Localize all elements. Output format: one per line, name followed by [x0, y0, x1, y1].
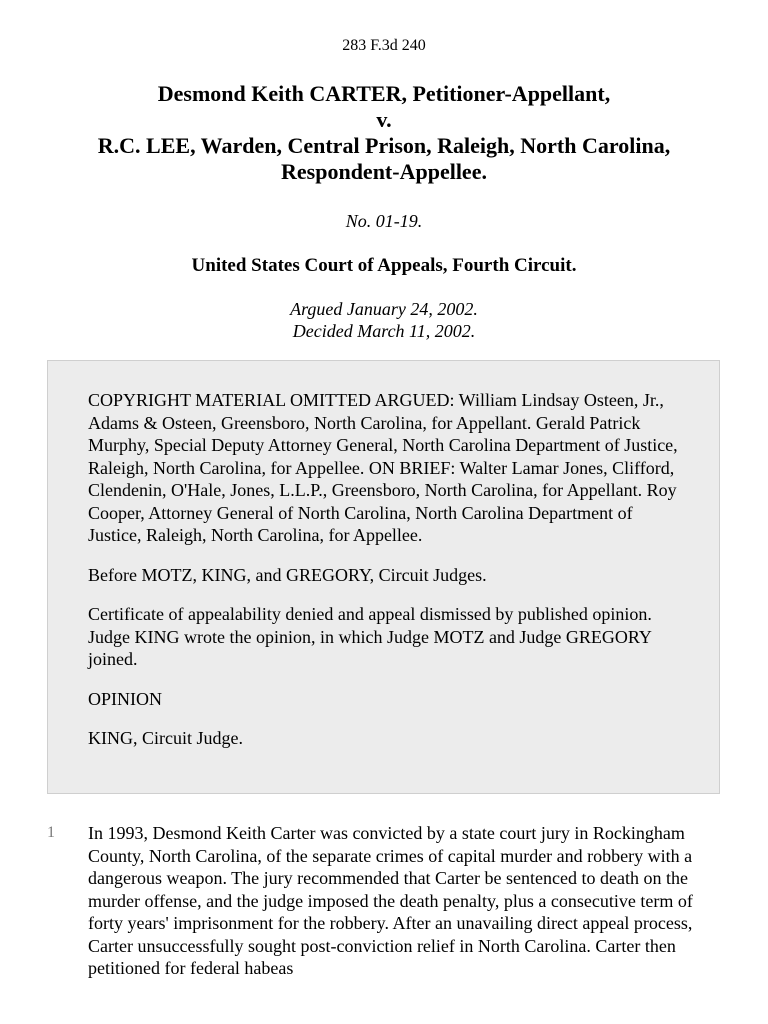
argued-date: Argued January 24, 2002.: [290, 299, 478, 319]
docket-number: No. 01-19.: [345, 211, 423, 231]
case-citation: 283 F.3d 240: [342, 37, 426, 54]
disposition-paragraph: Certificate of appealability denied and appeal dismissed by published opinion. Judge KING wrote the opinion, in which Judge MOTZ and Judge GREGORY joined.: [88, 604, 652, 669]
case-caption: [0, 81, 768, 185]
opinion-label: OPINION: [88, 688, 162, 709]
caption-appellee-role: Respondent-Appellee.: [281, 159, 487, 184]
caption-appellant: Desmond Keith CARTER, Petitioner-Appellant,: [157, 81, 611, 106]
headnote-box: [47, 360, 720, 794]
case-dates: [0, 298, 768, 342]
counsel-paragraph: COPYRIGHT MATERIAL OMITTED ARGUED: William Lindsay Osteen, Jr., Adams & Osteen, Greensboro, North Carolina, for Appellant. Gerald Patrick Murphy, Special Deputy Attorney General, North Carolina Department of Justice, Raleigh, North Carolina, for Appellee. ON BRIEF: Walter Lamar Jones, Clifford, Clendenin, O'Hale, Jones, L.L.P., Greensboro, North Carolina, for Appellant. Roy Cooper, Attorney General of North Carolina, North Carolina Department of Justice, Raleigh, North Carolina, for Appellee.: [88, 390, 678, 545]
caption-appellee: R.C. LEE, Warden, Central Prison, Raleigh, North Carolina,: [97, 133, 671, 158]
panel-paragraph: Before MOTZ, KING, and GREGORY, Circuit Judges.: [88, 564, 487, 585]
paragraph-text: In 1993, Desmond Keith Carter was convicted by a state court jury in Rockingham County, North Carolina, of the separate crimes of capital murder and robbery with a dangerous weapon. The jury recommended that Carter be sentenced to death on the murder offense, and the judge imposed the death penalty, plus a consecutive term of forty years' imprisonment for the robbery. After an unavailing direct appeal process, Carter unsuccessfully sought post-conviction relief in North Carolina. Carter then petitioned for federal habeas: [88, 823, 693, 978]
opinion-author: KING, Circuit Judge.: [88, 728, 243, 748]
court-name: United States Court of Appeals, Fourth Circuit.: [191, 255, 577, 276]
caption-versus: v.: [376, 107, 392, 132]
decided-date: Decided March 11, 2002.: [292, 321, 476, 341]
paragraph-number: 1: [47, 824, 55, 841]
